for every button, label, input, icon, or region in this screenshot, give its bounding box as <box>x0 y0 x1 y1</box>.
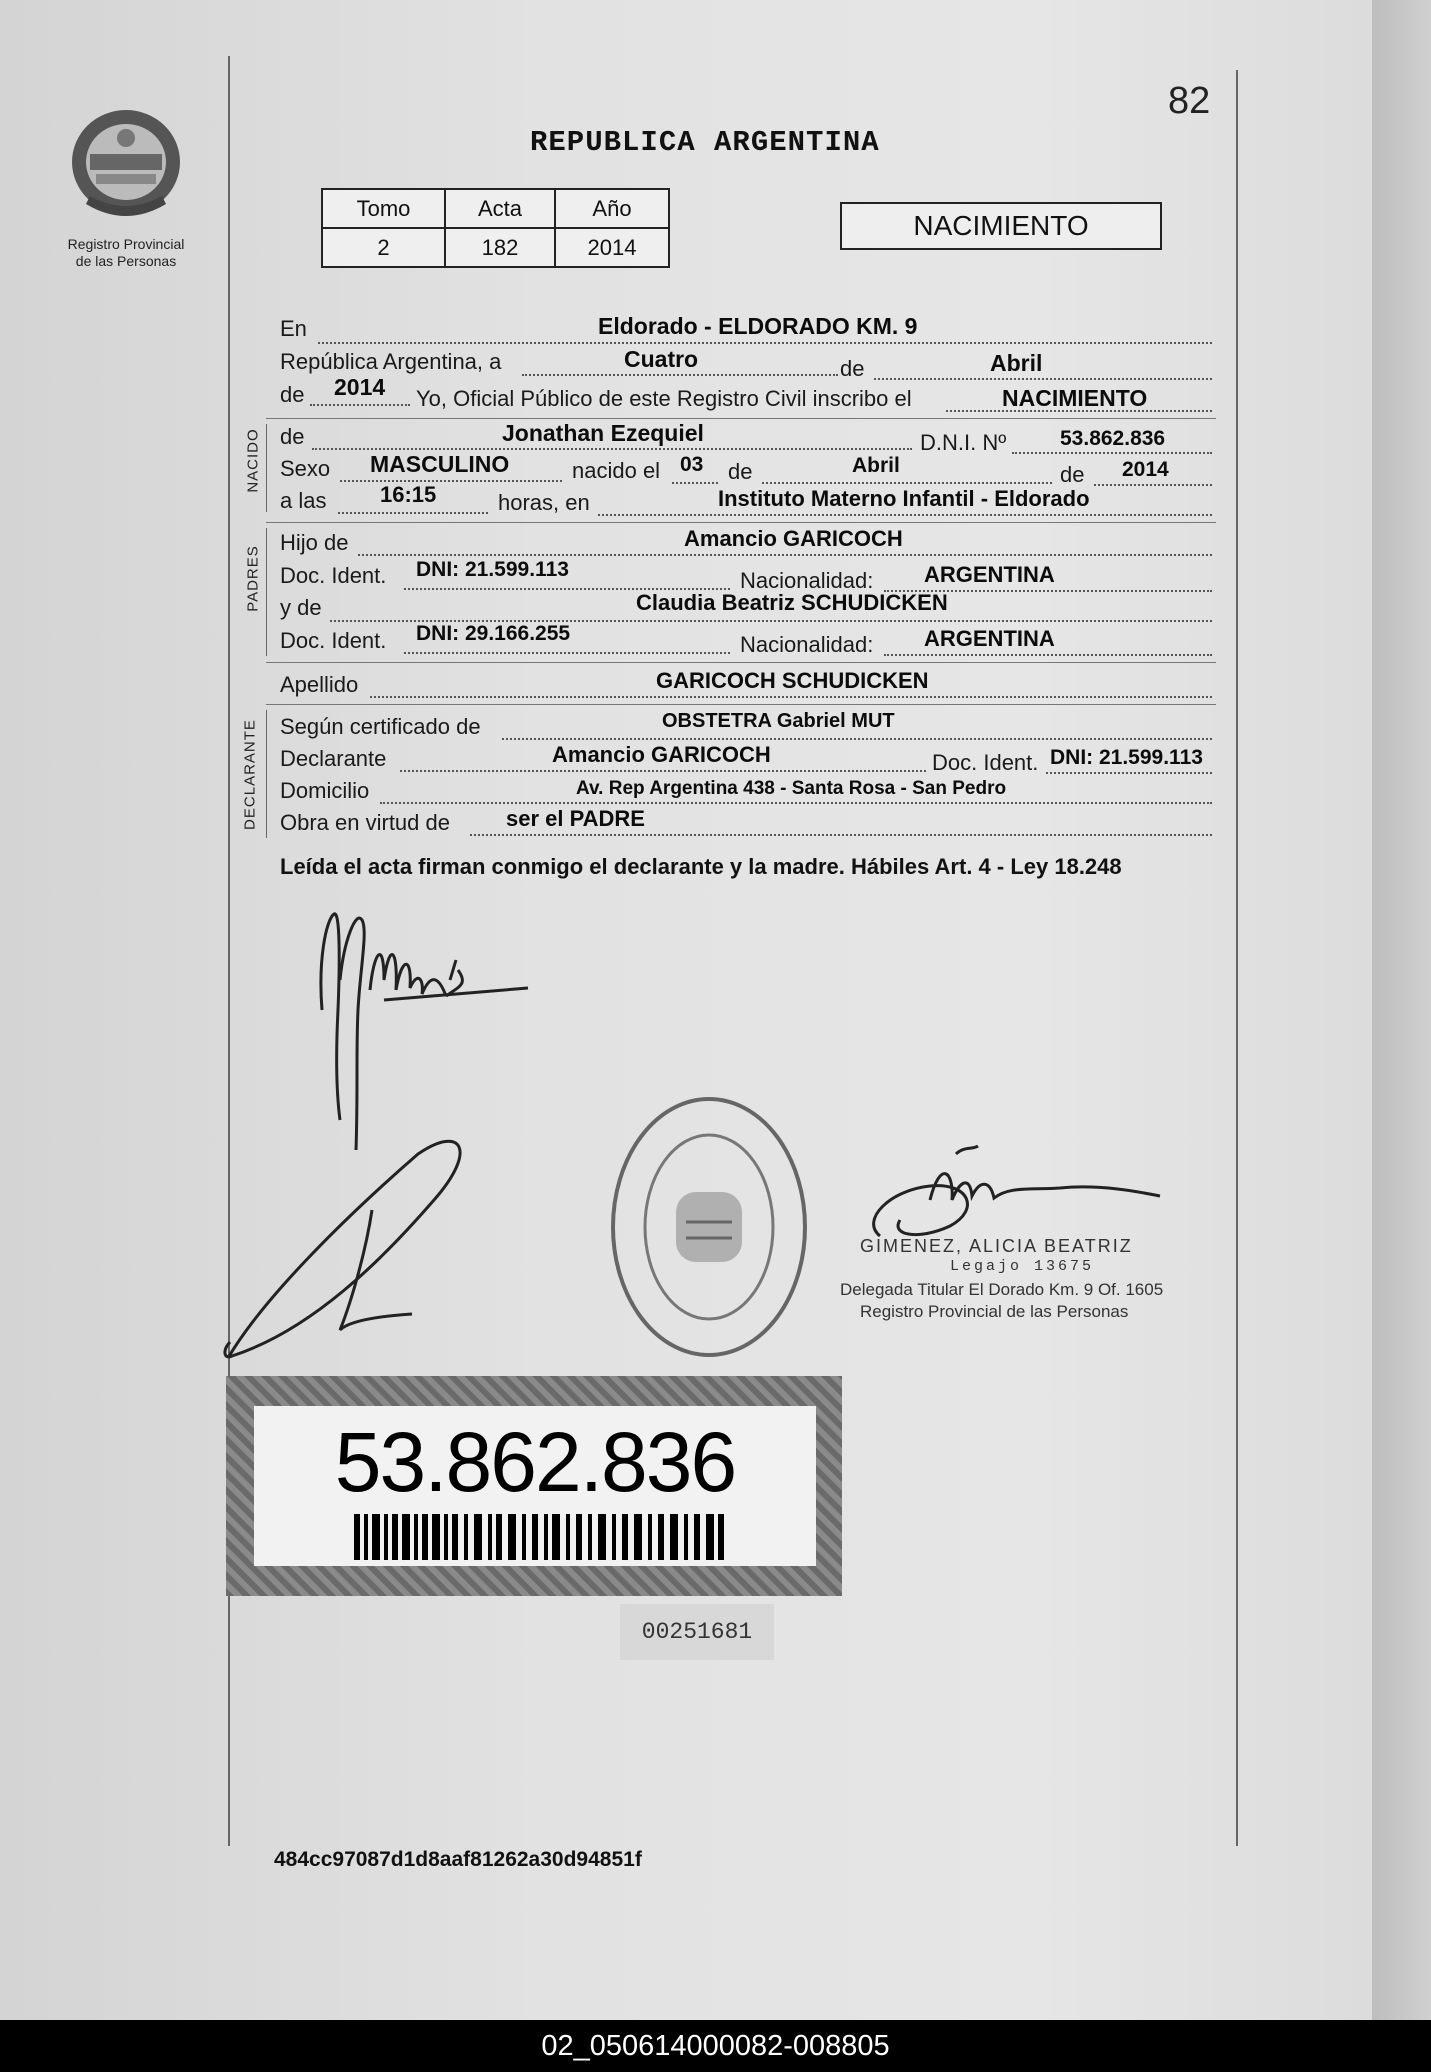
en-value: Eldorado - ELDORADO KM. 9 <box>598 313 918 339</box>
birth-day: 03 <box>680 453 704 476</box>
dotted-line <box>338 512 488 514</box>
official-signature <box>860 1140 1170 1250</box>
misiones-emblem-icon <box>66 104 186 230</box>
acta-table <box>321 188 670 268</box>
official-legajo: Legajo 13675 <box>950 1258 1095 1275</box>
birth-place: Instituto Materno Infantil - Eldorado <box>718 486 1090 511</box>
dotted-line <box>884 654 1212 656</box>
official-registry: Registro Provincial de las Personas <box>860 1302 1129 1321</box>
nacido-el-label: nacido el <box>572 458 661 483</box>
registry-label-line1: Registro Provincial <box>67 236 185 252</box>
section-bracket <box>266 528 267 656</box>
section-divider <box>266 704 1216 705</box>
dni-value: 53.862.836 <box>1060 427 1166 450</box>
padres-side-label: PADRES <box>244 545 262 612</box>
de-label: de <box>840 356 865 381</box>
declarante-value: Amancio GARICOCH <box>552 742 771 767</box>
inscribo-value: NACIMIENTO <box>1002 385 1148 411</box>
dotted-line <box>358 554 1212 556</box>
barcode-number: 53.862.836 <box>334 1415 736 1509</box>
child-name: Jonathan Ezequiel <box>502 420 704 446</box>
apellido-value: GARICOCH SCHUDICKEN <box>656 668 929 693</box>
registry-label <box>48 236 204 270</box>
act-type-box: NACIMIENTO <box>840 202 1162 250</box>
y-de-label: y de <box>280 595 322 620</box>
mother-doc-label: Doc. Ident. <box>280 628 387 653</box>
a-las-label: a las <box>280 488 327 513</box>
hijo-de-label: Hijo de <box>280 530 349 555</box>
declarante-doc: DNI: 21.599.113 <box>1050 746 1203 769</box>
dotted-line <box>874 378 1212 380</box>
dni-label: D.N.I. Nº <box>920 430 1007 455</box>
tomo-header: Tomo <box>322 189 445 228</box>
birth-year: 2014 <box>1122 458 1169 481</box>
de-label-3: de <box>1060 462 1085 487</box>
page-number: 82 <box>1168 80 1211 122</box>
day-value: Cuatro <box>624 346 699 372</box>
year-value: 2014 <box>334 374 386 400</box>
official-position: Delegada Titular El Dorado Km. 9 Of. 1605 <box>840 1280 1164 1299</box>
father-nat-label: Nacionalidad: <box>740 568 874 593</box>
dotted-line <box>470 834 1212 836</box>
sexo-value: MASCULINO <box>370 451 510 477</box>
dotted-line <box>598 514 1212 516</box>
declarante-label: Declarante <box>280 746 387 771</box>
mother-nat-label: Nacionalidad: <box>740 632 874 657</box>
anio-header: Año <box>555 189 669 228</box>
round-seal-icon <box>606 1092 812 1362</box>
dotted-line <box>672 482 718 484</box>
section-bracket <box>266 424 267 512</box>
mother-doc: DNI: 29.166.255 <box>416 622 571 645</box>
section-bracket <box>266 710 267 838</box>
oficial-text: Yo, Oficial Público de este Registro Civil inscribo el <box>416 386 912 411</box>
domicilio-value: Av. Rep Argentina 438 - Santa Rosa - San Pedro <box>576 778 1007 799</box>
section-divider <box>266 662 1216 663</box>
republica-label: República Argentina, a <box>280 349 502 374</box>
dotted-line <box>312 448 912 450</box>
sexo-label: Sexo <box>280 456 331 481</box>
nacido-side-label: NACIDO <box>244 428 262 493</box>
section-divider <box>266 418 1216 419</box>
declarante-doc-label: Doc. Ident. <box>932 750 1039 775</box>
dotted-line <box>762 482 1052 484</box>
dotted-line <box>404 652 730 654</box>
dotted-line <box>370 696 1212 698</box>
father-nationality: ARGENTINA <box>924 562 1055 587</box>
closing-statement: Leída el acta firman conmigo el declarante y la madre. Hábiles Art. 4 - Ley 18.248 <box>280 854 1122 879</box>
birth-month: Abril <box>852 454 900 477</box>
mother-nationality: ARGENTINA <box>924 626 1055 651</box>
father-doc-label: Doc. Ident. <box>280 563 387 588</box>
registry-label-line2: de las Personas <box>75 253 177 269</box>
document-title: REPUBLICA ARGENTINA <box>530 126 880 159</box>
dotted-line <box>310 404 410 406</box>
nacido-de-label: de <box>280 424 305 449</box>
serial-stamp: 00251681 <box>620 1604 774 1660</box>
barcode-label <box>254 1406 816 1566</box>
month-value: Abril <box>990 350 1043 376</box>
hour-value: 16:15 <box>380 482 437 507</box>
mother-signature <box>222 1130 482 1370</box>
section-divider <box>266 522 1216 523</box>
certificado-label: Según certificado de <box>280 714 481 739</box>
apellido-label: Apellido <box>280 672 359 697</box>
dotted-line <box>380 802 1212 804</box>
dotted-line <box>502 738 1212 740</box>
scan-footer-id: 02_050614000082-008805 <box>0 2020 1431 2072</box>
dotted-line <box>522 374 838 376</box>
declarante-side-label: DECLARANTE <box>241 719 259 830</box>
anio-value: 2014 <box>555 228 669 267</box>
barcode-sticker <box>226 1376 842 1596</box>
document-hash: 484cc97087d1d8aaf81262a30d94851f <box>274 1848 642 1871</box>
dotted-line <box>318 342 1212 344</box>
mother-name: Claudia Beatriz SCHUDICKEN <box>636 590 948 615</box>
page-edge <box>1372 0 1431 2020</box>
de2-label: de <box>280 382 305 407</box>
dotted-line <box>400 770 926 772</box>
official-name: GIMENEZ, ALICIA BEATRIZ <box>860 1236 1133 1256</box>
acta-value: 182 <box>445 228 555 267</box>
certificado-value: OBSTETRA Gabriel MUT <box>662 710 895 732</box>
father-name: Amancio GARICOCH <box>684 526 903 551</box>
dotted-line <box>340 480 562 482</box>
obra-label: Obra en virtud de <box>280 810 450 835</box>
declarant-signature <box>300 900 540 1160</box>
domicilio-label: Domicilio <box>280 778 370 803</box>
right-margin-line <box>1236 70 1238 1846</box>
dotted-line <box>1046 772 1212 774</box>
en-label: En <box>280 316 307 341</box>
tomo-value: 2 <box>322 228 445 267</box>
acta-header: Acta <box>445 189 555 228</box>
horas-label: horas, en <box>498 490 590 515</box>
obra-value: ser el PADRE <box>506 806 645 831</box>
de-label-2: de <box>728 459 753 484</box>
father-doc: DNI: 21.599.113 <box>416 558 569 581</box>
barcode-bars-icon <box>354 1514 724 1560</box>
dotted-line <box>1012 452 1212 454</box>
dotted-line <box>1094 484 1212 486</box>
